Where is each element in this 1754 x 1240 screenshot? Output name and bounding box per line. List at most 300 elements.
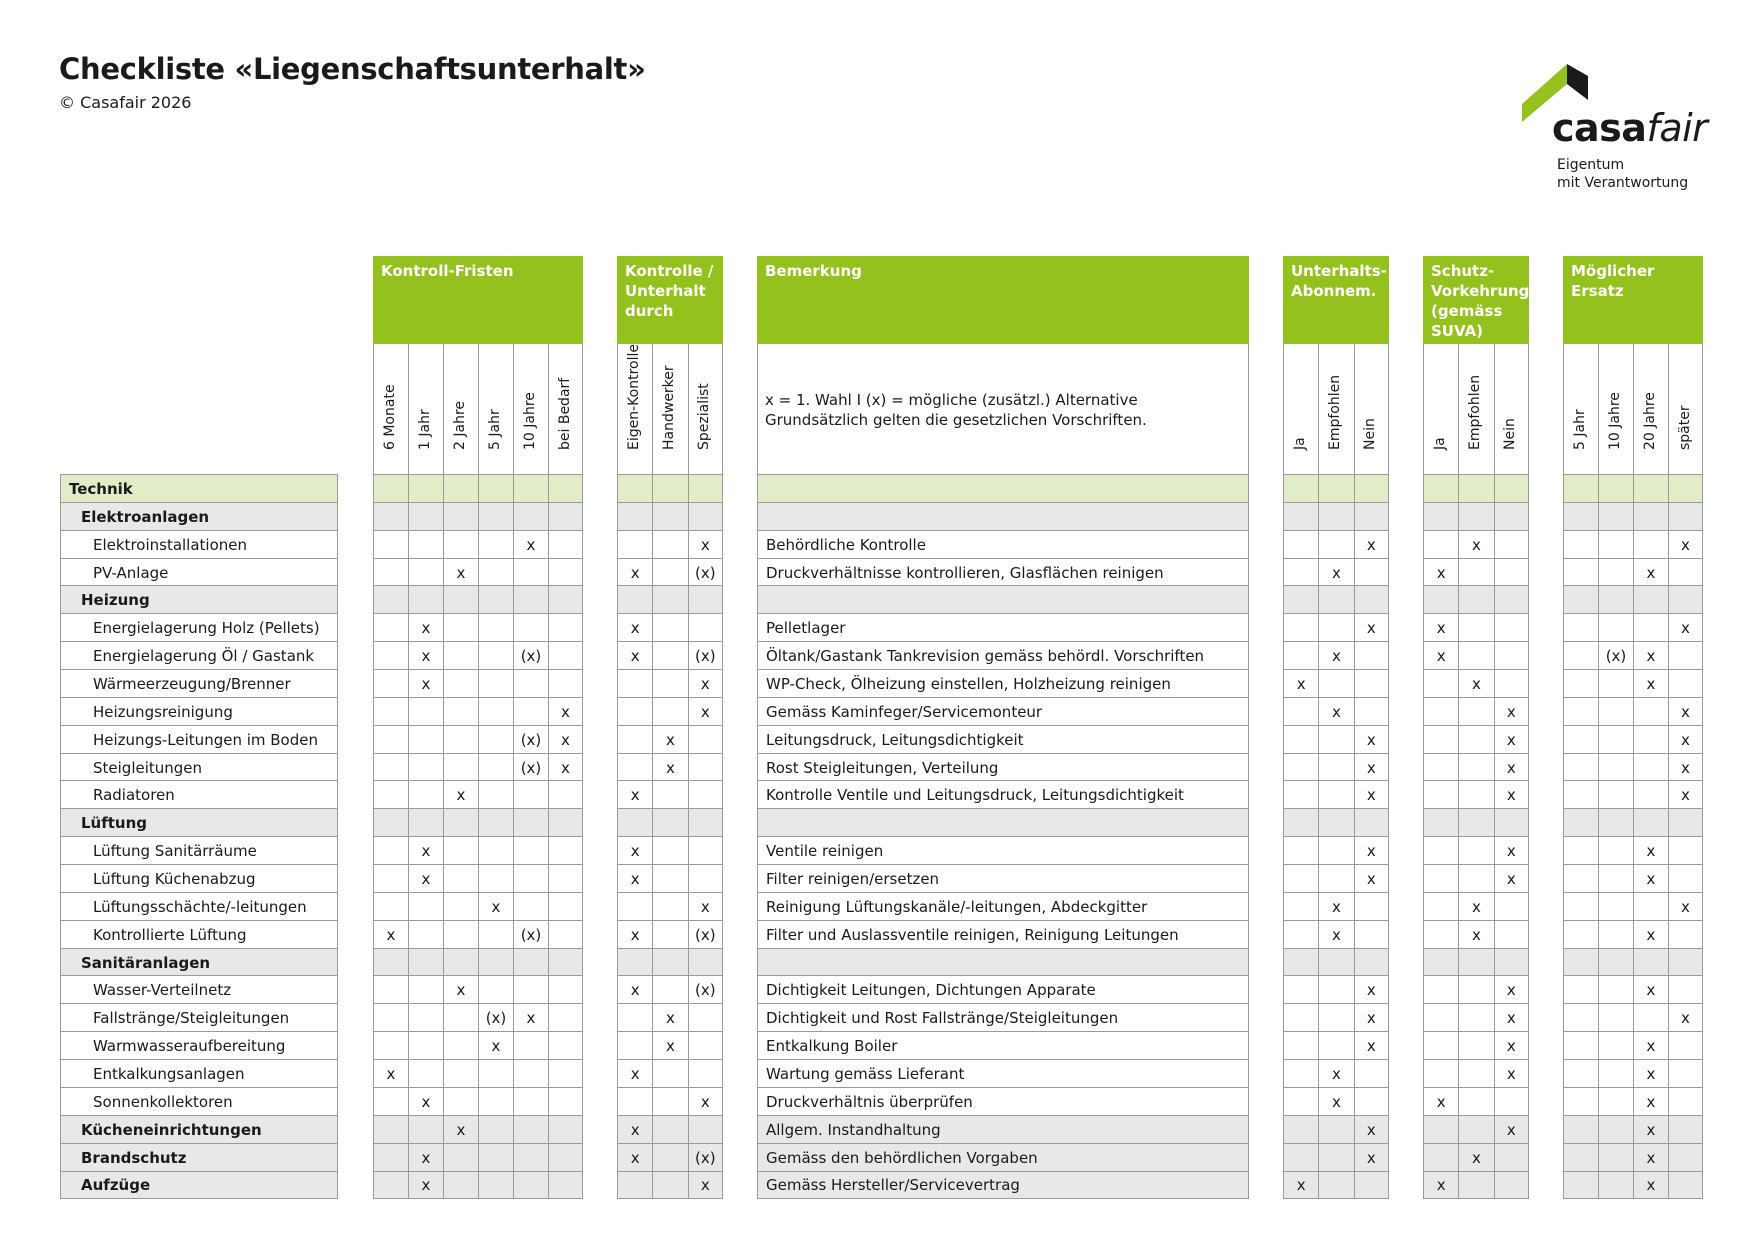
cell-ersatz-2: x [1633, 1143, 1668, 1172]
cell-ersatz-0 [1563, 697, 1598, 726]
logo-wordmark: casafair [1552, 106, 1708, 150]
cell-durch-0 [617, 725, 652, 754]
cell-ersatz-3 [1668, 836, 1703, 865]
cell-ersatz-0 [1563, 864, 1598, 893]
column-header-abo-0 [1283, 344, 1318, 474]
cell-abo-1: x [1318, 920, 1353, 949]
cell-abo-2: x [1354, 1031, 1389, 1060]
cell-abo-1 [1318, 808, 1353, 837]
cell-durch-1 [652, 780, 687, 809]
cell-suva-0 [1423, 1031, 1458, 1060]
cell-abo-0 [1283, 502, 1318, 531]
cell-ersatz-1 [1598, 1031, 1633, 1060]
cell-suva-1 [1458, 836, 1493, 865]
group-header-durch: Kontrolle / Unterhalt durch [617, 256, 723, 344]
cell-fristen-5 [548, 585, 583, 614]
row-label-text: Heizungs-Leitungen im Boden [93, 730, 318, 749]
cell-ersatz-2 [1633, 725, 1668, 754]
cell-abo-1: x [1318, 697, 1353, 726]
cell-fristen-1 [408, 725, 443, 754]
cell-durch-0: x [617, 836, 652, 865]
cell-ersatz-1 [1598, 725, 1633, 754]
cell-fristen-1 [408, 474, 443, 503]
cell-ersatz-3 [1668, 1171, 1703, 1200]
row-label-text: Heizungsreinigung [93, 702, 233, 721]
cell-fristen-0 [373, 725, 408, 754]
cell-abo-2: x [1354, 780, 1389, 809]
row-label [60, 753, 338, 782]
row-label-text: Sanitäranlagen [81, 953, 211, 972]
cell-abo-0 [1283, 697, 1318, 726]
cell-fristen-4 [513, 948, 548, 977]
cell-abo-1 [1318, 1115, 1353, 1144]
cell-bemerkung: Kontrolle Ventile und Leitungsdruck, Leitungsdichtigkeit [757, 780, 1249, 809]
cell-ersatz-0 [1563, 1171, 1598, 1200]
cell-fristen-1: x [408, 836, 443, 865]
row-label-text: Aufzüge [81, 1175, 151, 1194]
column-header-label: 20 Jahre [1642, 392, 1658, 450]
cell-durch-1 [652, 920, 687, 949]
cell-fristen-5 [548, 1059, 583, 1088]
cell-abo-0 [1283, 530, 1318, 559]
row-label-text: Steigleitungen [93, 758, 203, 777]
cell-suva-0: x [1423, 641, 1458, 670]
cell-fristen-1 [408, 808, 443, 837]
column-header-ersatz-0 [1563, 344, 1598, 474]
column-header-fristen-4 [513, 344, 548, 474]
cell-fristen-5 [548, 864, 583, 893]
column-header-durch-1 [652, 344, 687, 474]
cell-ersatz-1 [1598, 836, 1633, 865]
cell-ersatz-2 [1633, 474, 1668, 503]
cell-bemerkung [757, 502, 1249, 531]
cell-ersatz-0 [1563, 948, 1598, 977]
cell-fristen-3 [478, 1059, 513, 1088]
cell-suva-1: x [1458, 892, 1493, 921]
cell-ersatz-1 [1598, 892, 1633, 921]
cell-ersatz-1 [1598, 585, 1633, 614]
cell-ersatz-0 [1563, 1143, 1598, 1172]
column-header-label: Empfohlen [1467, 374, 1484, 450]
row-label [60, 641, 338, 670]
cell-abo-0 [1283, 641, 1318, 670]
column-header-suva-2 [1494, 344, 1529, 474]
cell-abo-0 [1283, 1031, 1318, 1060]
cell-abo-2 [1354, 697, 1389, 726]
cell-suva-1 [1458, 613, 1493, 642]
row-label-text: Lüftungsschächte/-leitungen [93, 897, 307, 916]
cell-abo-1: x [1318, 1059, 1353, 1088]
cell-durch-1 [652, 613, 687, 642]
cell-fristen-4 [513, 864, 548, 893]
cell-abo-1 [1318, 1171, 1353, 1200]
cell-fristen-4: x [513, 530, 548, 559]
cell-ersatz-3 [1668, 975, 1703, 1004]
cell-fristen-4 [513, 1171, 548, 1200]
cell-ersatz-3: x [1668, 725, 1703, 754]
cell-ersatz-1 [1598, 948, 1633, 977]
cell-durch-1 [652, 1059, 687, 1088]
cell-fristen-0 [373, 892, 408, 921]
cell-ersatz-3 [1668, 1143, 1703, 1172]
cell-fristen-1: x [408, 1143, 443, 1172]
row-label [60, 669, 338, 698]
cell-abo-0 [1283, 1003, 1318, 1032]
cell-ersatz-2 [1633, 1003, 1668, 1032]
cell-fristen-2 [443, 948, 478, 977]
cell-ersatz-3 [1668, 808, 1703, 837]
cell-durch-2 [688, 613, 723, 642]
cell-durch-2: x [688, 530, 723, 559]
cell-abo-2 [1354, 641, 1389, 670]
cell-fristen-0 [373, 641, 408, 670]
row-label-text: Kücheneinrichtungen [81, 1120, 262, 1139]
column-header-label: 6 Monate [382, 384, 398, 450]
cell-durch-2 [688, 585, 723, 614]
cell-suva-0 [1423, 780, 1458, 809]
cell-fristen-2 [443, 669, 478, 698]
cell-fristen-2 [443, 836, 478, 865]
row-label [60, 613, 338, 642]
cell-fristen-0 [373, 474, 408, 503]
cell-fristen-0 [373, 530, 408, 559]
cell-ersatz-1 [1598, 920, 1633, 949]
row-label [60, 1115, 338, 1144]
cell-fristen-0 [373, 753, 408, 782]
cell-fristen-1: x [408, 641, 443, 670]
cell-fristen-4 [513, 502, 548, 531]
cell-suva-1 [1458, 948, 1493, 977]
cell-abo-0 [1283, 948, 1318, 977]
cell-fristen-0 [373, 1115, 408, 1144]
cell-fristen-4 [513, 892, 548, 921]
cell-durch-0: x [617, 1059, 652, 1088]
cell-suva-2 [1494, 948, 1529, 977]
cell-ersatz-1 [1598, 1143, 1633, 1172]
cell-fristen-2 [443, 725, 478, 754]
cell-durch-2: x [688, 892, 723, 921]
cell-ersatz-1 [1598, 1087, 1633, 1116]
cell-abo-2: x [1354, 1115, 1389, 1144]
cell-fristen-4 [513, 474, 548, 503]
cell-bemerkung: Leitungsdruck, Leitungsdichtigkeit [757, 725, 1249, 754]
cell-fristen-1: x [408, 1087, 443, 1116]
cell-abo-0 [1283, 892, 1318, 921]
cell-abo-1 [1318, 864, 1353, 893]
cell-bemerkung [757, 808, 1249, 837]
cell-abo-2 [1354, 558, 1389, 587]
cell-ersatz-2 [1633, 753, 1668, 782]
cell-ersatz-3 [1668, 948, 1703, 977]
cell-fristen-3 [478, 641, 513, 670]
cell-ersatz-3 [1668, 558, 1703, 587]
cell-abo-2 [1354, 474, 1389, 503]
cell-abo-0: x [1283, 1171, 1318, 1200]
cell-fristen-3 [478, 1115, 513, 1144]
cell-fristen-5 [548, 948, 583, 977]
cell-fristen-3 [478, 669, 513, 698]
column-header-label: 5 Jahr [1572, 409, 1588, 450]
cell-fristen-2 [443, 864, 478, 893]
cell-ersatz-1 [1598, 1003, 1633, 1032]
cell-fristen-2 [443, 808, 478, 837]
row-label [60, 892, 338, 921]
cell-fristen-2 [443, 641, 478, 670]
cell-suva-0 [1423, 892, 1458, 921]
cell-ersatz-0 [1563, 558, 1598, 587]
row-label-text: Brandschutz [81, 1148, 187, 1167]
cell-abo-2: x [1354, 864, 1389, 893]
cell-abo-1 [1318, 1143, 1353, 1172]
cell-ersatz-0 [1563, 585, 1598, 614]
cell-fristen-4 [513, 558, 548, 587]
cell-suva-2: x [1494, 864, 1529, 893]
cell-fristen-4 [513, 1031, 548, 1060]
cell-durch-1 [652, 669, 687, 698]
cell-abo-0 [1283, 836, 1318, 865]
row-label-text: Wärmeerzeugung/Brenner [93, 674, 291, 693]
cell-fristen-2 [443, 1171, 478, 1200]
cell-fristen-3 [478, 530, 513, 559]
cell-durch-0 [617, 753, 652, 782]
cell-fristen-5 [548, 1171, 583, 1200]
cell-suva-0 [1423, 697, 1458, 726]
cell-fristen-0 [373, 836, 408, 865]
cell-abo-0: x [1283, 669, 1318, 698]
cell-fristen-3 [478, 864, 513, 893]
cell-abo-2: x [1354, 530, 1389, 559]
row-label-text: Sonnenkollektoren [93, 1092, 233, 1111]
cell-suva-2: x [1494, 1031, 1529, 1060]
cell-abo-1 [1318, 530, 1353, 559]
column-header-label: Nein [1362, 418, 1379, 450]
cell-abo-1 [1318, 948, 1353, 977]
cell-abo-2: x [1354, 975, 1389, 1004]
cell-bemerkung: Gemäss den behördlichen Vorgaben [757, 1143, 1249, 1172]
cell-fristen-5 [548, 530, 583, 559]
cell-fristen-5 [548, 1087, 583, 1116]
cell-fristen-5 [548, 1003, 583, 1032]
cell-suva-1 [1458, 808, 1493, 837]
cell-durch-1 [652, 1143, 687, 1172]
cell-durch-1 [652, 641, 687, 670]
cell-durch-1 [652, 558, 687, 587]
cell-durch-1 [652, 585, 687, 614]
cell-durch-2 [688, 864, 723, 893]
cell-fristen-3 [478, 585, 513, 614]
cell-abo-2 [1354, 585, 1389, 614]
cell-suva-2 [1494, 892, 1529, 921]
cell-fristen-2 [443, 920, 478, 949]
cell-suva-2: x [1494, 1059, 1529, 1088]
cell-suva-0 [1423, 669, 1458, 698]
cell-fristen-2 [443, 892, 478, 921]
cell-fristen-3 [478, 697, 513, 726]
page-title: Checkliste «Liegenschaftsunterhalt» [59, 52, 646, 86]
cell-durch-2 [688, 725, 723, 754]
cell-fristen-4 [513, 780, 548, 809]
cell-suva-0 [1423, 864, 1458, 893]
cell-abo-2 [1354, 1059, 1389, 1088]
row-label-text: Lüftung Küchenabzug [93, 869, 256, 888]
cell-bemerkung: Rost Steigleitungen, Verteilung [757, 753, 1249, 782]
cell-ersatz-2: x [1633, 1171, 1668, 1200]
cell-fristen-4 [513, 1087, 548, 1116]
cell-abo-2: x [1354, 1143, 1389, 1172]
cell-fristen-3: x [478, 892, 513, 921]
cell-ersatz-2: x [1633, 641, 1668, 670]
cell-ersatz-3: x [1668, 753, 1703, 782]
cell-fristen-0 [373, 585, 408, 614]
cell-suva-0 [1423, 1143, 1458, 1172]
row-label [60, 558, 338, 587]
cell-fristen-3 [478, 1171, 513, 1200]
cell-fristen-4 [513, 808, 548, 837]
cell-durch-1 [652, 502, 687, 531]
cell-abo-1 [1318, 613, 1353, 642]
cell-suva-2 [1494, 808, 1529, 837]
cell-fristen-1 [408, 1115, 443, 1144]
cell-durch-0 [617, 502, 652, 531]
cell-suva-0 [1423, 725, 1458, 754]
group-header-bemerkung: Bemerkung [757, 256, 1249, 344]
cell-fristen-4: (x) [513, 753, 548, 782]
group-header-abo: Unterhalts- Abonnem. [1283, 256, 1389, 344]
cell-ersatz-0 [1563, 1087, 1598, 1116]
cell-suva-1: x [1458, 920, 1493, 949]
cell-durch-1 [652, 697, 687, 726]
cell-suva-2: x [1494, 975, 1529, 1004]
cell-ersatz-1 [1598, 753, 1633, 782]
cell-durch-1 [652, 474, 687, 503]
cell-abo-0 [1283, 975, 1318, 1004]
cell-suva-1 [1458, 1087, 1493, 1116]
cell-bemerkung [757, 474, 1249, 503]
cell-suva-1 [1458, 780, 1493, 809]
cell-bemerkung: Dichtigkeit Leitungen, Dichtungen Apparate [757, 975, 1249, 1004]
cell-bemerkung: Ventile reinigen [757, 836, 1249, 865]
group-header-fristen: Kontroll-Fristen [373, 256, 583, 344]
cell-suva-1 [1458, 753, 1493, 782]
cell-fristen-4 [513, 1059, 548, 1088]
cell-ersatz-1 [1598, 1115, 1633, 1144]
cell-abo-0 [1283, 613, 1318, 642]
cell-fristen-0 [373, 780, 408, 809]
cell-durch-0: x [617, 1115, 652, 1144]
cell-abo-1: x [1318, 641, 1353, 670]
row-label-text: Lüftung Sanitärräume [93, 842, 257, 861]
row-label [60, 1087, 338, 1116]
row-label-text: Energielagerung Öl / Gastank [93, 647, 315, 666]
cell-fristen-0 [373, 1171, 408, 1200]
cell-abo-2: x [1354, 753, 1389, 782]
cell-ersatz-2: x [1633, 669, 1668, 698]
cell-ersatz-3 [1668, 864, 1703, 893]
cell-fristen-2 [443, 502, 478, 531]
cell-fristen-1 [408, 975, 443, 1004]
row-label [60, 502, 338, 531]
cell-fristen-5: x [548, 725, 583, 754]
cell-abo-0 [1283, 1115, 1318, 1144]
cell-fristen-4 [513, 613, 548, 642]
row-label-text: Heizung [81, 591, 150, 610]
cell-durch-2 [688, 808, 723, 837]
cell-abo-0 [1283, 1087, 1318, 1116]
cell-bemerkung: Gemäss Hersteller/Servicevertrag [757, 1171, 1249, 1200]
cell-ersatz-3 [1668, 585, 1703, 614]
column-header-ersatz-3 [1668, 344, 1703, 474]
cell-abo-1 [1318, 1003, 1353, 1032]
cell-abo-2: x [1354, 836, 1389, 865]
cell-ersatz-2 [1633, 697, 1668, 726]
cell-suva-2: x [1494, 1003, 1529, 1032]
cell-ersatz-0 [1563, 530, 1598, 559]
cell-durch-0 [617, 948, 652, 977]
cell-ersatz-0 [1563, 1003, 1598, 1032]
column-header-label: 10 Jahre [522, 392, 538, 450]
cell-ersatz-3: x [1668, 780, 1703, 809]
cell-abo-2 [1354, 948, 1389, 977]
cell-fristen-3: (x) [478, 1003, 513, 1032]
cell-fristen-0: x [373, 920, 408, 949]
cell-durch-2 [688, 474, 723, 503]
cell-durch-1 [652, 975, 687, 1004]
column-header-label: Ja [1292, 437, 1309, 450]
column-header-durch-2 [688, 344, 723, 474]
cell-ersatz-0 [1563, 1031, 1598, 1060]
cell-ersatz-3: x [1668, 892, 1703, 921]
cell-suva-1 [1458, 1115, 1493, 1144]
copyright-note: © Casafair 2026 [59, 93, 192, 112]
cell-ersatz-2 [1633, 530, 1668, 559]
row-label [60, 975, 338, 1004]
cell-ersatz-2 [1633, 780, 1668, 809]
cell-durch-0: x [617, 975, 652, 1004]
cell-fristen-1 [408, 502, 443, 531]
cell-ersatz-1 [1598, 669, 1633, 698]
cell-durch-1 [652, 1087, 687, 1116]
cell-suva-0 [1423, 530, 1458, 559]
cell-fristen-1: x [408, 864, 443, 893]
cell-suva-0 [1423, 808, 1458, 837]
cell-ersatz-2 [1633, 948, 1668, 977]
cell-suva-2: x [1494, 1115, 1529, 1144]
cell-abo-0 [1283, 558, 1318, 587]
cell-fristen-3 [478, 474, 513, 503]
cell-fristen-2 [443, 697, 478, 726]
cell-durch-0: x [617, 613, 652, 642]
cell-ersatz-2 [1633, 585, 1668, 614]
cell-fristen-3 [478, 753, 513, 782]
cell-ersatz-0 [1563, 502, 1598, 531]
column-header-label: Spezialist [696, 383, 713, 450]
cell-durch-1 [652, 892, 687, 921]
cell-ersatz-1 [1598, 808, 1633, 837]
cell-fristen-0 [373, 669, 408, 698]
column-header-abo-1 [1318, 344, 1353, 474]
cell-durch-2: (x) [688, 975, 723, 1004]
cell-abo-1: x [1318, 558, 1353, 587]
cell-fristen-0 [373, 864, 408, 893]
column-header-label: 1 Jahr [417, 409, 433, 450]
cell-ersatz-1 [1598, 697, 1633, 726]
cell-ersatz-3 [1668, 920, 1703, 949]
cell-abo-2: x [1354, 1003, 1389, 1032]
cell-durch-0: x [617, 864, 652, 893]
cell-ersatz-0 [1563, 474, 1598, 503]
row-label-text: Wasser-Verteilnetz [93, 981, 232, 1000]
column-header-fristen-2 [443, 344, 478, 474]
